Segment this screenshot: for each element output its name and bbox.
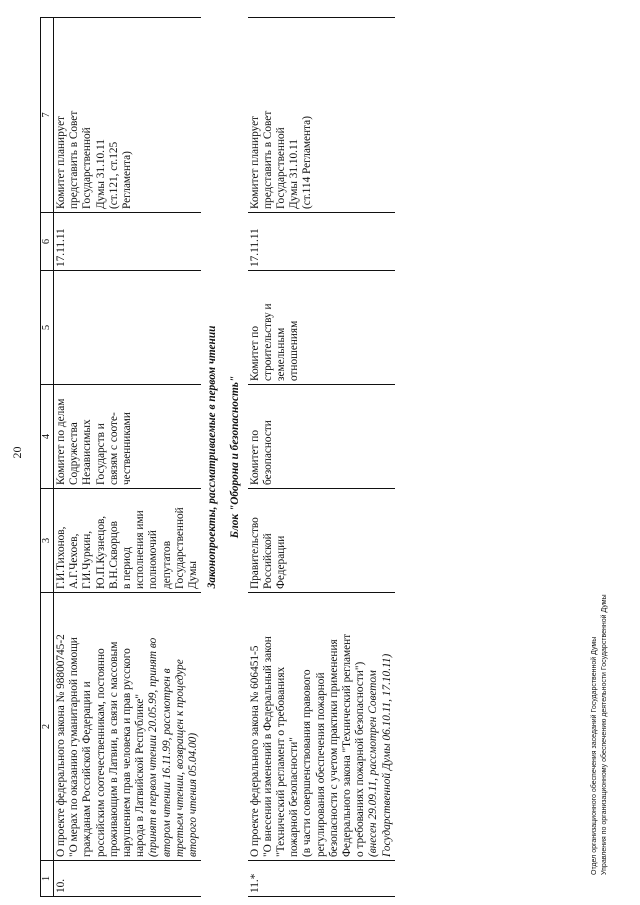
bill-title-line: нарушением прав человека и прав русского <box>121 648 134 857</box>
plan-line: Регламента) <box>121 151 134 209</box>
author-line: А.Г.Чехоев, <box>68 533 81 589</box>
co-committee-line: отношениям <box>288 320 301 381</box>
committee-line: чественниками <box>121 412 134 485</box>
plan-line: Комитет планирует <box>55 115 67 209</box>
author-line: исполнения ими <box>134 510 147 589</box>
plan-cell <box>54 18 202 213</box>
plan-line: представить в Совет <box>261 110 274 209</box>
bill-note-line: втором чтении 16.11.99, рассмотрен в <box>160 668 173 857</box>
block-heading: Блок "Оборона и безопасность" <box>229 375 242 539</box>
author-line: Государственной <box>173 507 186 589</box>
plan-line: Государственной <box>81 127 94 209</box>
author-line: Российской <box>261 533 274 589</box>
author-line: В.Н.Скворцов <box>107 521 120 589</box>
section-heading-row <box>201 18 224 897</box>
plan-line: Думы 31.10.11 <box>94 139 107 209</box>
plan-line: (ст.121, ст.125 <box>107 141 120 209</box>
bill-title-line: о требованиях пожарной безопасности") <box>354 661 367 857</box>
committee-line: Комитет по делам <box>55 398 67 485</box>
bill-title-line: Федерального закона "Технический регламент <box>341 633 354 857</box>
bill-title-line: "Технический регламент о требованиях <box>275 666 288 857</box>
col-header: 5 <box>41 271 54 385</box>
plan-line: Комитет планирует <box>248 115 261 209</box>
author-cell <box>248 489 395 593</box>
bill-note-line: (принят в первом чтении 20.05.99, принят во <box>147 637 160 857</box>
block-heading-row <box>224 18 247 897</box>
col-header: 6 <box>41 213 54 271</box>
bill-title-line: О проекте федерального закона № 98800745-2 <box>55 634 67 857</box>
plan-cell <box>248 18 395 213</box>
plan-line: Думы 31.10.11 <box>288 139 301 209</box>
committee-cell <box>248 385 395 489</box>
author-line: Ю.П.Кузнецов, <box>94 515 107 589</box>
footer <box>590 594 610 875</box>
date-cell: 17.11.11 <box>248 213 395 271</box>
bill-title-line: безопасности с учетом практики применения <box>327 639 340 857</box>
committee-line: безопасности <box>261 420 274 485</box>
bill-note-line: (внесен 29.09.11, рассмотрен Советом <box>367 670 380 857</box>
column-number-row <box>41 18 54 897</box>
col-header: 7 <box>41 18 54 213</box>
bill-title-line: регулирования обеспечения пожарной <box>314 672 327 857</box>
footer-line: Управления по организационному обеспечению деятельности Государственной Думы <box>601 594 608 875</box>
row-number: 11.* <box>248 861 395 897</box>
col-header: 1 <box>41 861 54 897</box>
co-committee-line: строительству и <box>261 303 274 381</box>
co-committee-line: земельным <box>275 327 288 381</box>
author-line: Г.И.Чуркин, <box>81 530 94 589</box>
plan-line: Государственной <box>275 127 288 209</box>
bill-title-cell <box>54 593 202 861</box>
co-committee-line: Комитет по <box>248 325 261 381</box>
bill-title-line: "О внесении изменений в Федеральный закон <box>261 636 274 857</box>
bill-note-line: второго чтения 05.04.00) <box>187 732 200 857</box>
bill-title-line: О проекте федерального закона № 606451-5 <box>248 645 261 857</box>
co-committee-cell <box>248 271 395 385</box>
plan-line: (ст.114 Регламента) <box>301 116 314 209</box>
row-number: 10. <box>54 861 202 897</box>
bill-title-line: "О мерах по оказанию гуманитарной помощи <box>68 637 81 857</box>
agenda-table <box>40 17 395 897</box>
table-row <box>248 18 395 897</box>
author-line: в период <box>121 547 134 589</box>
author-line: полномочий <box>147 530 160 589</box>
col-header: 4 <box>41 385 54 489</box>
date-cell: 17.11.11 <box>54 213 202 271</box>
author-line: Федерации <box>275 535 288 589</box>
col-header: 3 <box>41 489 54 593</box>
author-cell <box>54 489 202 593</box>
author-line: Г.И.Тихонов, <box>55 526 67 589</box>
bill-note-line: Государственной Думы 06.10.11, 17.10.11) <box>380 653 393 857</box>
co-committee-cell <box>54 271 202 385</box>
plan-line: представить в Совет <box>68 110 81 209</box>
committee-cell <box>54 385 202 489</box>
author-line: депутатов <box>160 540 173 589</box>
bill-title-line: российским соотечественникам, постоянно <box>94 648 107 857</box>
table-row <box>54 18 202 897</box>
bill-title-line: проживающим в Латвии, в связи с массовым <box>107 641 120 857</box>
author-line: Правительство <box>248 517 261 589</box>
committee-line: Комитет по <box>248 429 261 485</box>
committee-line: Независимых <box>81 419 94 485</box>
bill-title-line: народа в Латвийской Республике" <box>134 694 147 857</box>
bill-title-line: гражданам Российской Федерации и <box>81 681 94 857</box>
col-header: 2 <box>41 593 54 861</box>
committee-line: связям с сооте- <box>107 412 120 485</box>
author-line: Думы <box>187 561 200 589</box>
bill-title-cell <box>248 593 395 861</box>
bill-title-line: (в части совершенствования правового <box>301 669 314 857</box>
section-heading: Законопроекты, рассматриваемые в первом чтении <box>206 325 219 589</box>
page-number: 20 <box>10 446 24 459</box>
committee-line: Содружества <box>68 422 81 485</box>
footer-line: Отдел организационного обеспечения заседаний Государственной Думы <box>591 636 598 875</box>
committee-line: Государств и <box>94 423 107 485</box>
bill-note-line: третьем чтении, возвращен к процедуре <box>173 659 186 857</box>
bill-title-line: пожарной безопасности" <box>288 737 301 857</box>
